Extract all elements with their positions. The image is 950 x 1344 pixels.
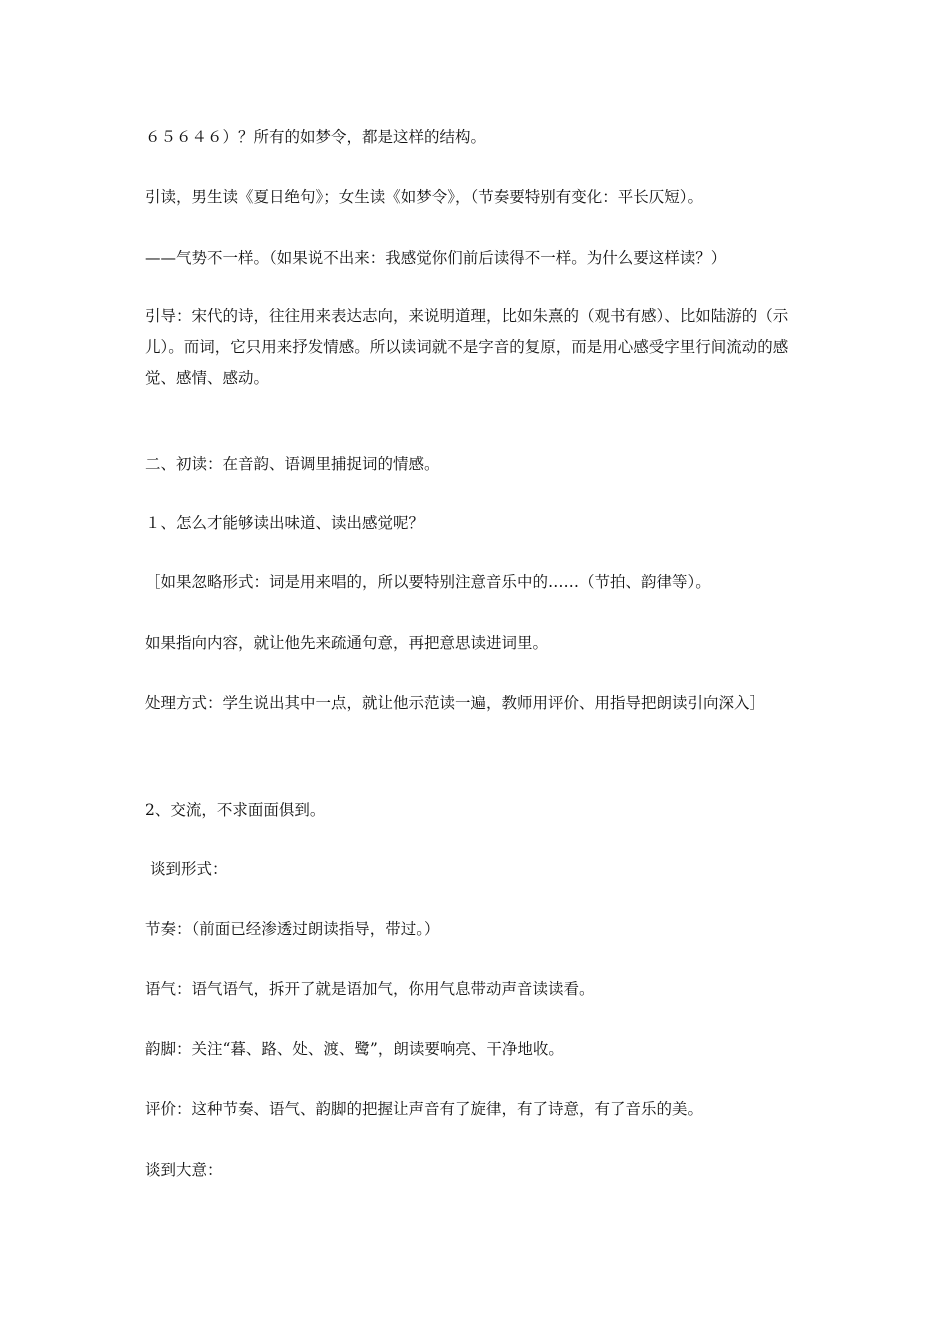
subheading-form: 谈到形式：	[145, 860, 228, 878]
paragraph-guided-reading: 引读，男生读《夏日绝句》；女生读《如梦令》，（节奏要特别有变化：平长仄短）。	[145, 188, 704, 206]
paragraph-rhyme: 韵脚：关注“暮、路、处、渡、鹭”，朗读要响亮、干净地收。	[145, 1040, 564, 1058]
paragraph-evaluation: 评价：这种节奏、语气、韵脚的把握让声音有了旋律，有了诗意，有了音乐的美。	[145, 1100, 704, 1118]
list-item-2: 2、交流，不求面面俱到。	[145, 801, 326, 819]
paragraph-rhythm: 节奏：（前面已经渗透过朗读指导，带过。）	[145, 920, 440, 938]
subheading-meaning: 谈到大意：	[145, 1161, 223, 1179]
paragraph-tone: 语气：语气语气，拆开了就是语加气，你用气息带动声音读读看。	[145, 980, 595, 998]
paragraph-momentum: ——气势不一样。（如果说不出来：我感觉你们前后读得不一样。为什么要这样读？）	[145, 249, 727, 267]
paragraph-handling-method: 处理方式：学生说出其中一点，就让他示范读一遍，教师用评价、用指导把朗读引向深入］	[145, 694, 766, 712]
section-heading-first-read: 二、初读：在音韵、语调里捕捉词的情感。	[145, 455, 440, 473]
paragraph-if-form-ignored: ［如果忽略形式：词是用来唱的，所以要特别注意音乐中的……（节拍、韵律等）。	[145, 573, 711, 591]
list-item-1: １、怎么才能够读出味道、读出感觉呢？	[145, 514, 425, 532]
paragraph-guidance: 引导：宋代的诗，往往用来表达志向，来说明道理，比如朱熹的（观书有感）、比如陆游的（示儿）。而词，它只用来抒发情感。所以读词就不是字音的复原，而是用心感受字里行间流动的感觉、感情、感动。	[145, 307, 789, 387]
paragraph-structure-note: ６５６４６）？所有的如梦令，都是这样的结构。	[145, 128, 487, 146]
paragraph-if-content: 如果指向内容，就让他先来疏通句意，再把意思读进词里。	[145, 634, 549, 652]
